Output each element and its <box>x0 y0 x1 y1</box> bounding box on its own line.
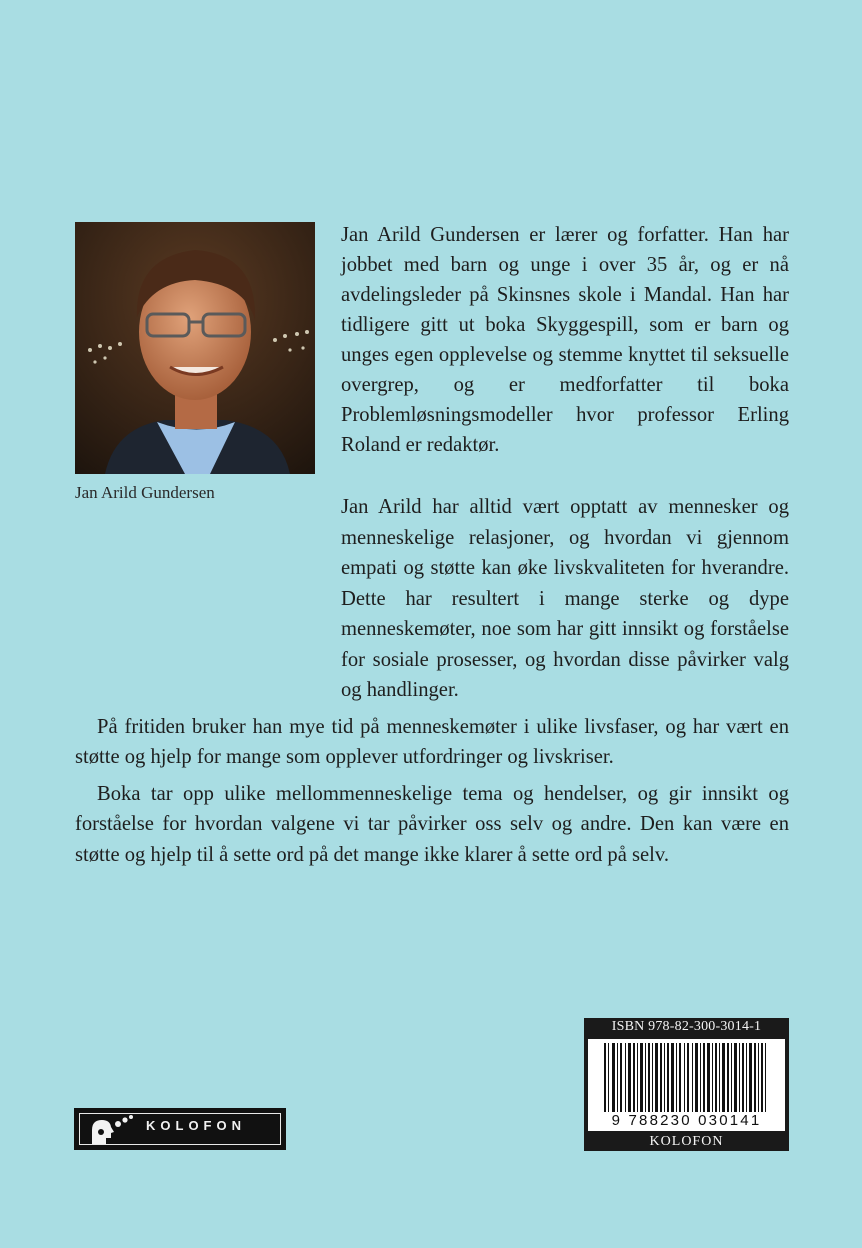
bio-paragraph-4: Boka tar opp ulike mellommenneskelige tema og hendelser, og gir innsikt og forståelse for hvordan valgene vi tar påvirker oss selv og andre. Den kan være en støtte og hjelp til å sette ord på det mange ikke klarer å sette ord på selv. <box>75 782 789 866</box>
author-portrait-image <box>75 222 315 474</box>
bio-paragraph-1: Jan Arild Gundersen er lærer og forfatter. Han har jobbet med barn og unge i over 35 år, og er nå avdelingsleder på Skinsnes skole i Mandal. Han har tidligere gitt ut boka Skyggespill, som er barn og unges egen opplevelse og stemme knyttet til seksuelle overgrep, og er medforfatter til boka Problemløsningsmodeller hvor professor Erling Roland er redaktør. <box>341 224 789 456</box>
photo-caption: Jan Arild Gundersen <box>75 483 215 502</box>
bio-paragraph-3: På fritiden bruker han mye tid på menneskemøter i ulike livsfaser, og har vært en støtte og hjelp for mange som opplever utfordringer og livskriser. <box>75 715 789 768</box>
publisher-logo <box>74 1108 286 1150</box>
bio-paragraph-2: Jan Arild har alltid vært opptatt av mennesker og menneskelige relasjoner, og hvordan vi gjennom empati og støtte kan øke livskvaliteten for hverandre. Dette har resultert i mange sterke og dype menneskemøter, noe som har gitt innsikt og forståelse for sosiale prosesser, og hvordan disse påvirker valg og handlinger. <box>341 496 789 701</box>
isbn-label: ISBN 978-82-300-3014-1 <box>611 1019 762 1034</box>
author-photo <box>75 222 315 474</box>
publisher-head-icon <box>84 1114 136 1146</box>
barcode-publisher: KOLOFON <box>649 1134 724 1149</box>
isbn-barcode <box>584 1018 789 1151</box>
barcode-digits: 9 788230 030141 <box>590 1112 783 1129</box>
publisher-logo-text: KOLOFON <box>146 1118 246 1133</box>
bio-body <box>75 492 789 870</box>
